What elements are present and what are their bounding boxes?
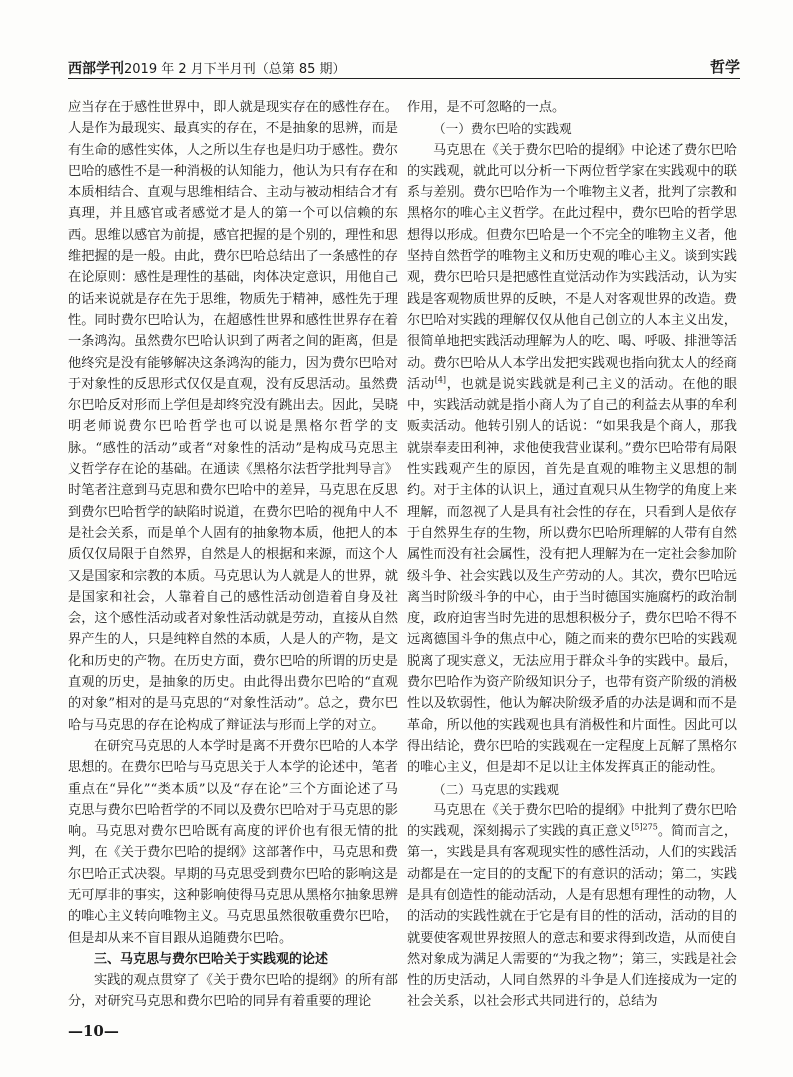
paragraph: 作用，是不可忽略的一点。 [407, 100, 566, 115]
paragraph-text: 。简而言之，第一，实践是具有客观现实性的感性活动，人们的实践活动都是在一定目的的支配下的有意识的活动；第二，实践是具有创造性的能动活动，人是有思想有理性的动物，人的活动的实践性就在于它是有目的性的活动，活动的目的就要使客观世界按照人的意志和要求得到改造，从而使自然对象成为满足人需要的“为我之物”；第三，实践是社会性的历史活动，人同自然界的斗争是人们连接成为一定的社会关系，以社会形式共同进行的，总结为 [407, 824, 738, 1010]
page-number: —10— [68, 1022, 119, 1040]
citation-ref: [5]275 [631, 822, 658, 832]
citation-ref: [4] [434, 375, 447, 385]
paragraph-text: 马克思在《关于费尔巴哈的提纲》中批判了费尔巴哈的实践观，深刻揭示了实践的真正意义 [407, 802, 737, 840]
journal-info [68, 58, 346, 78]
journal-logo: 西部学刊 [68, 61, 124, 77]
subsection-heading: （一）费尔巴哈的实践观 [433, 121, 572, 137]
page-header [68, 56, 740, 79]
left-column [68, 97, 398, 1013]
paragraph-text: ，也就是说实践就是利己主义的活动。在他的眼中，实践活动就是指小商人为了自己的利益去从事的牟利贩卖活动。他转引别人的话说：“如果我是个商人，那我就崇奉麦田利神，求他使我营业谋利。”费尔巴哈带有局限性实践观产生的原因，首先是直观的唯物主义思想的制约。对于主体的认识上，通过直观只从生物学的角度上来理解，而忽视了人是具有社会性的存在，只看到人是依存于自然界生存的生物，所以费尔巴哈所理解的人带有自然属性而没有社会属性，没有把人理解为在一定社会参加阶级斗争、社会实践以及生产劳动的人。其次，费尔巴哈远离当时阶级斗争的中心，由于当时德国实施腐朽的政治制度，政府迫害当时先进的思想积极分子，费尔巴哈不得不远离德国斗争的焦点中心，随之而来的费尔巴哈的实践观脱离了现实意义，无法应用于群众斗争的实践中。最后，费尔巴哈作为资产阶级知识分子，也带有资产阶级的消极性以及软弱性，他认为解决阶级矛盾的办法是调和而不是革命，所以他的实践观也具有消极性和片面性。因此可以得出结论，费尔巴哈的实践观在一定程度上瓦解了黑格尔的唯心主义，但是却不足以让主体发挥真正的能动性。 [407, 376, 738, 776]
paragraph: 应当存在于感性世界中，即人就是现实存在的感性存在。人是作为最现实、最真实的存在，不是抽象的思辨，而是有生命的感性实体，人之所以生存也是归功于感性。费尔巴哈的感性不是一种消极的认知能力，他认为只有存在和本质相结合、直观与思维相结合、主动与被动相结合才有真理，并且感官或者感觉才是人的第一个可以信赖的东西。思维以感官为前提，感官把握的是个别的，理性和思维把握的是一般。由此，费尔巴哈总结出了一条感性的存在论原则：感性是理性的基础，肉体决定意识，用他自己的话来说就是存在先于思维，物质先于精神，感性先于理性。同时费尔巴哈认为，在超感性世界和感性世界存在着一条鸿沟。虽然费尔巴哈认识到了两者之间的距离，但是他终究是没有能够解决这条鸿沟的能力，因为费尔巴哈对于对象性的反思形式仅仅是直观，没有反思活动。虽然费尔巴哈反对形而上学但是却终究没有跳出去。因此，吴晓明老师说费尔巴哈哲学也可以说是黑格尔哲学的支脉。“感性的活动”或者“对象性的活动”是构成马克思主义哲学存在论的基础。在通读《黑格尔法哲学批判导言》时笔者注意到马克思和费尔巴哈中的差异，马克思在反思到费尔巴哈哲学的缺陷时说道，在费尔巴哈的视角中人不是社会关系，而是单个人固有的抽象物本质，他把人的本质仅仅局限于自然界，自然是人的根据和来源，而这个人又是国家和宗教的本质。马克思认为人就是人的世界，就是国家和社会，人靠着自己的感性活动创造着自身及社会，这个感性活动或者对象性活动就是劳动，直接从自然界产生的人，只是纯粹自然的本质，人是人的产物，是文化和历史的产物。在历史方面，费尔巴哈的所谓的历史是直观的历史，是抽象的历史。由此得出费尔巴哈的“直观的对象”相对的是马克思的“对象性活动”。总之，费尔巴哈与马克思的存在论构成了辩证法与形而上学的对立。 [68, 100, 398, 733]
section-label: 哲学 [709, 58, 740, 76]
issue-text: 2019 年 2 月下半月刊（总第 85 期） [124, 62, 346, 77]
subsection-heading: （二）马克思的实践观 [433, 781, 559, 797]
paragraph: 在研究马克思的人本学时是离不开费尔巴哈的人本学思想的。在费尔巴哈与马克思关于人本学的论述中，笔者重点在“异化”“类本质”以及“存在论”三个方面论述了马克思与费尔巴哈哲学的不同以及费尔巴哈对于马克思的影响。马克思对费尔巴哈既有高度的评价也有很无情的批判，在《关于费尔巴哈的提纲》这部著作中，马克思和费尔巴哈正式决裂。早期的马克思受到费尔巴哈的影响这是无可厚非的事实，这种影响使得马克思从黑格尔抽象思辨的唯心主义转向唯物主义。马克思虽然很敬重费尔巴哈，但是却从来不盲目跟从追随费尔巴哈。 [68, 738, 398, 946]
section-heading: 三、马克思与费尔巴哈关于实践观的论述 [94, 951, 329, 967]
right-column [407, 97, 737, 1013]
paragraph: 实践的观点贯穿了《关于费尔巴哈的提纲》的所有部分，对研究马克思和费尔巴哈的同异有着重要的理论 [68, 973, 398, 1010]
paragraph-text: 马克思在《关于费尔巴哈的提纲》中论述了费尔巴哈的实践观，就此可以分析一下两位哲学家在实践观中的联系与差别。费尔巴哈作为一个唯物主义者，批判了宗教和黑格尔的唯心主义哲学。在此过程中，费尔巴哈的哲学思想得以形成。但费尔巴哈是一个不完全的唯物主义者，他坚持自然哲学的唯物主义和历史观的唯心主义。谈到实践观，费尔巴哈只是把感性直觉活动作为实践活动，认为实践是客观物质世界的反映，不是人对客观世界的改造。费尔巴哈对实践的理解仅仅从他自己创立的人本主义出发，很简单地把实践活动理解为人的吃、喝、呼吸、排泄等活动。费尔巴哈从人本学出发把实践观也指向犹太人的经商活动 [407, 142, 737, 392]
paragraph [407, 800, 737, 1013]
paragraph [407, 140, 737, 779]
